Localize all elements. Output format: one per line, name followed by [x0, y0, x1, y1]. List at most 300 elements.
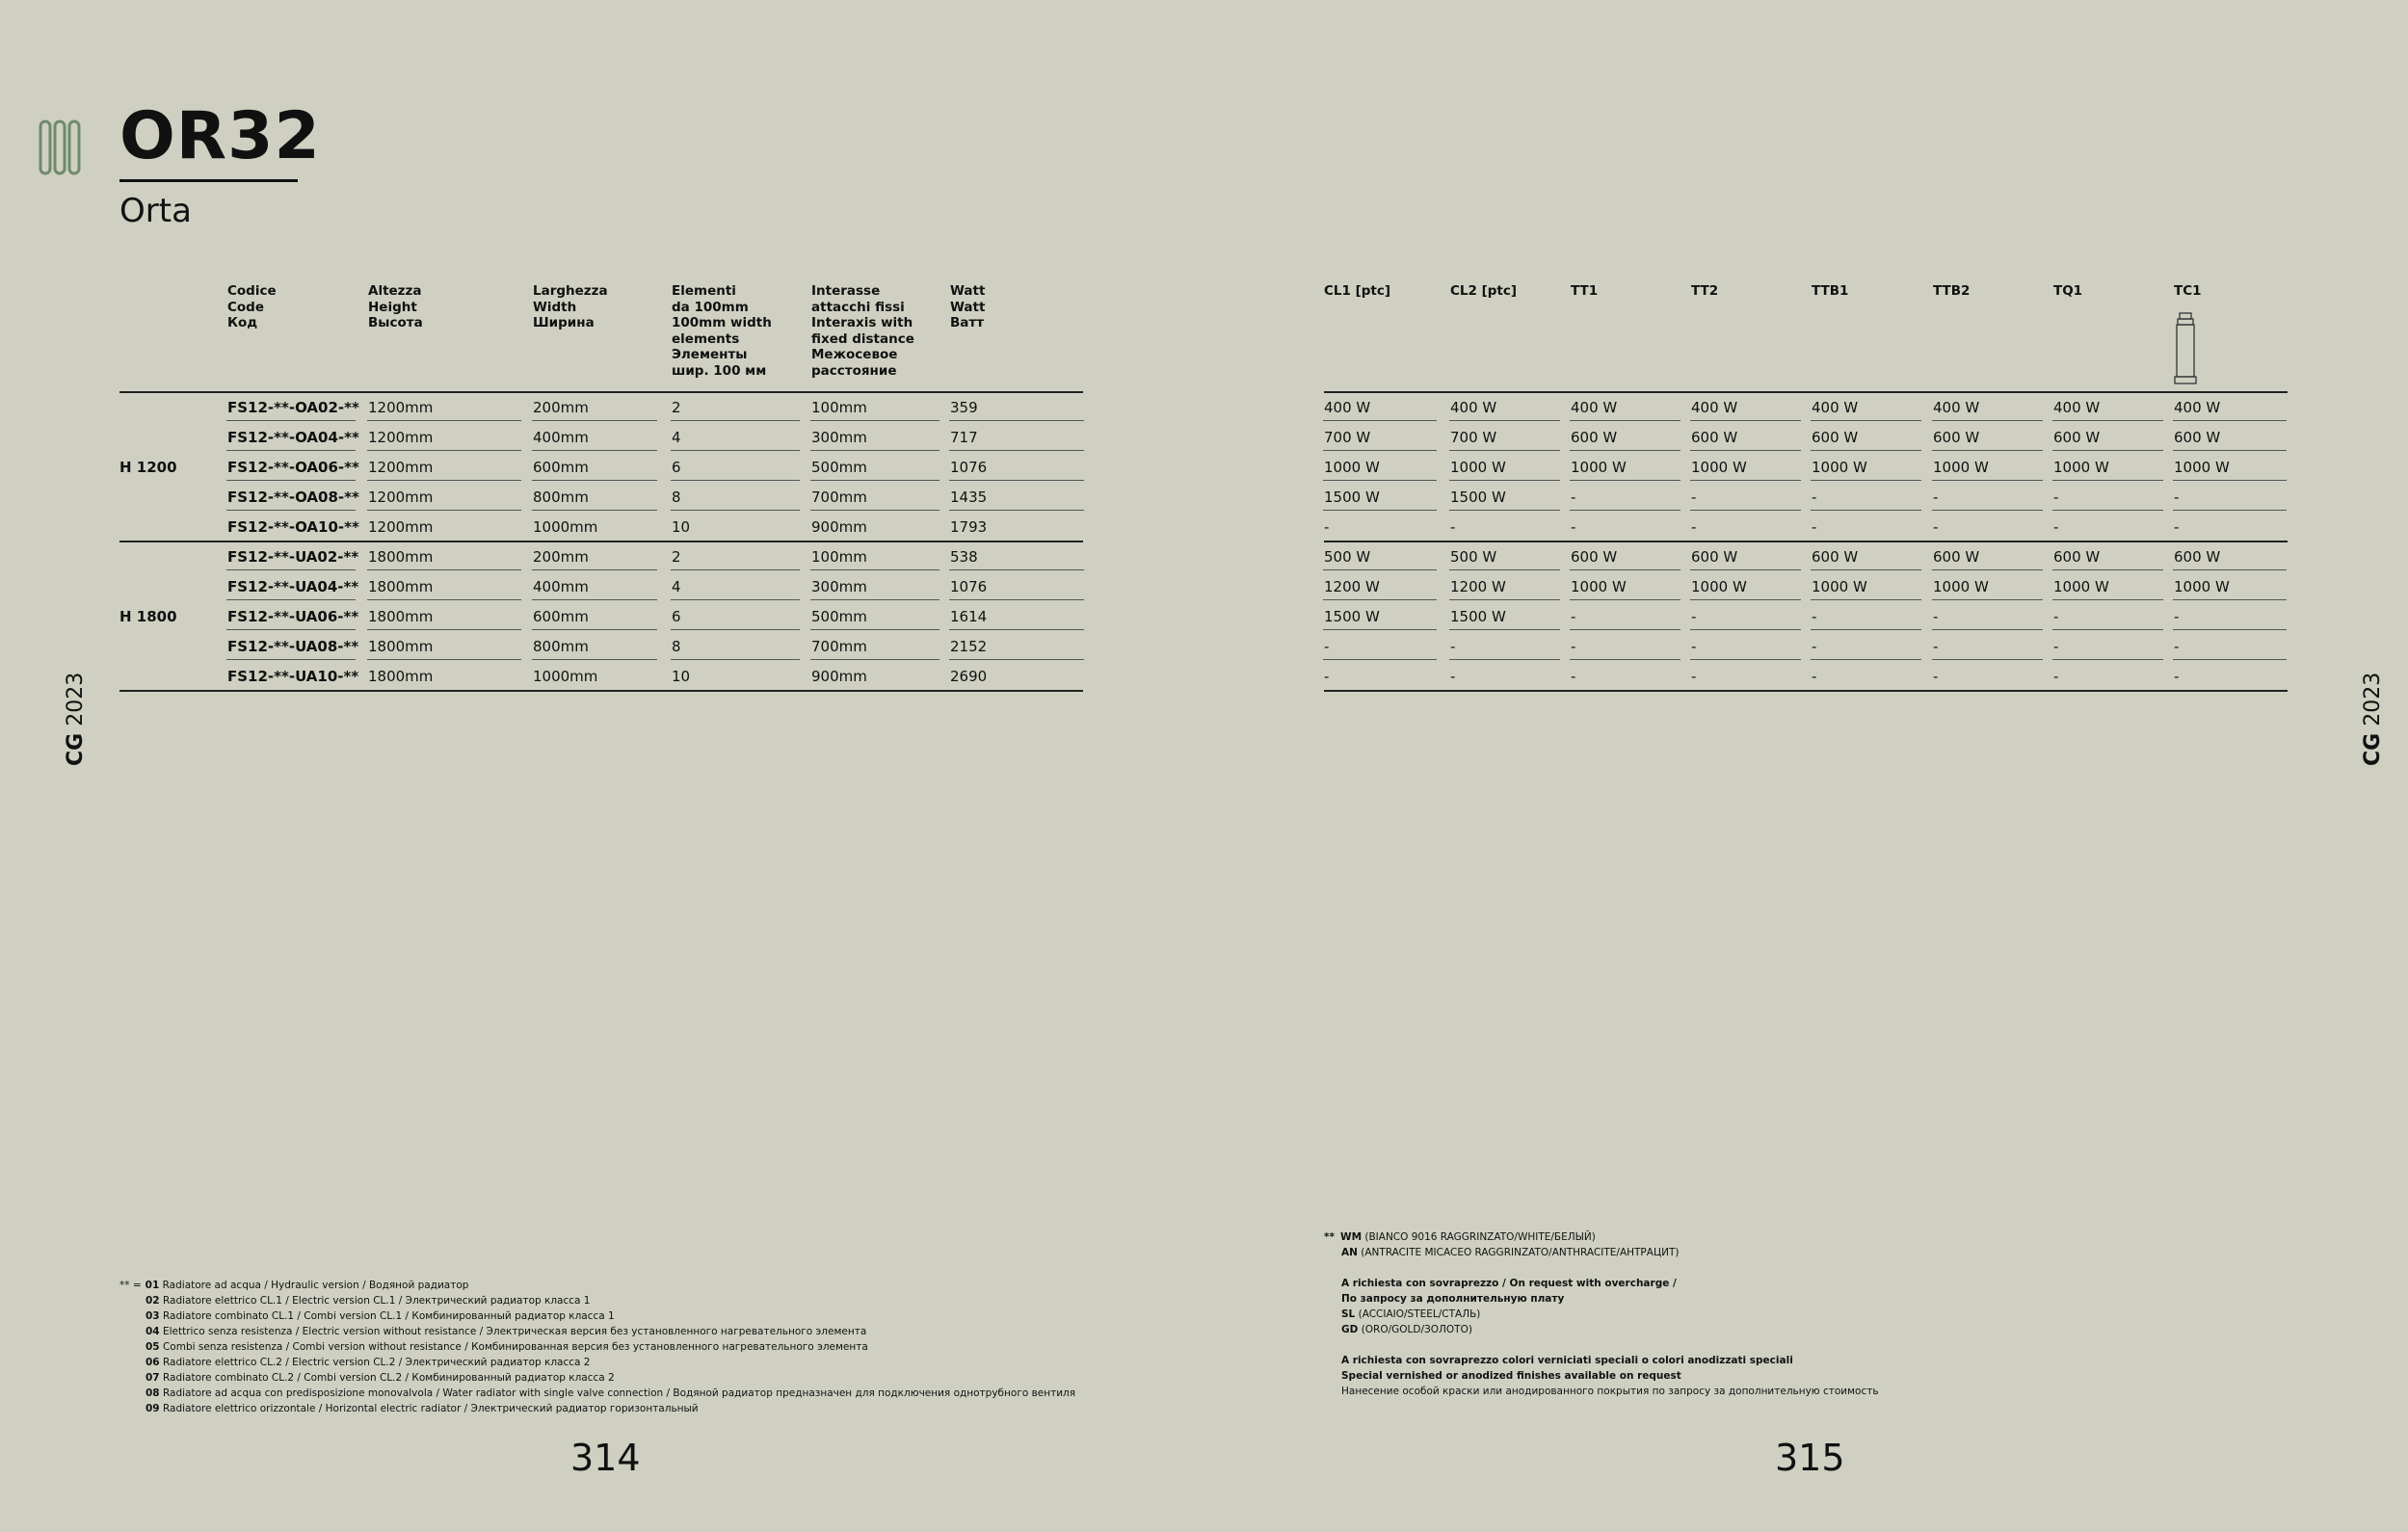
cell-underline: [367, 659, 521, 660]
side-brand: CG: [64, 732, 88, 766]
cell-underline: [810, 510, 939, 511]
cell-underline: [367, 480, 521, 481]
cell-underline: [2052, 629, 2163, 630]
table-cell: -: [1571, 608, 1576, 625]
cell-underline: [2173, 599, 2287, 600]
footnote-line: [1324, 1353, 1879, 1368]
cell-underline: [2173, 629, 2287, 630]
cell-underline: [2173, 510, 2287, 511]
footnote-line: [1324, 1322, 1879, 1337]
footnote-code: GD: [1341, 1324, 1359, 1335]
table-cell: 800mm: [533, 489, 589, 506]
table-cell: 100mm: [811, 548, 867, 566]
table-cell: -: [1571, 668, 1576, 685]
footnote-text: (ORO/GOLD/ЗОЛОТО): [1361, 1324, 1472, 1335]
footnote-line: [119, 1386, 1075, 1401]
cell-underline: [1932, 569, 2043, 570]
table-cell: 1000 W: [1450, 459, 1506, 476]
table-cell: -: [1691, 489, 1697, 506]
table-cell: 600 W: [2053, 429, 2101, 446]
cell-underline: [2173, 569, 2287, 570]
cell-underline: [1570, 420, 1680, 421]
footnote-request: A richiesta con sovraprezzo colori verniciati speciali o colori anodizzati speciali: [1341, 1355, 1793, 1366]
cell-underline: [367, 599, 521, 600]
cell-underline: [367, 420, 521, 421]
table-rule: [1324, 391, 2288, 393]
table-cell: -: [2053, 608, 2059, 625]
table-cell: -: [1933, 668, 1939, 685]
cell-underline: [532, 599, 657, 600]
footnote-text: (ANTRACITE MICACEO RAGGRINZATO/ANTHRACITE/АНТРАЦИТ): [1361, 1247, 1680, 1258]
table-cell: -: [1812, 489, 1817, 506]
cell-underline: [1932, 629, 2043, 630]
table-cell: -: [1450, 638, 1456, 655]
table-cell: 400mm: [533, 429, 589, 446]
cell-underline: [226, 420, 356, 421]
cell-underline: [226, 480, 356, 481]
cell-underline: [2052, 569, 2163, 570]
cell-underline: [1323, 420, 1437, 421]
footnote-code: AN: [1341, 1247, 1358, 1258]
footnote-code: 07: [146, 1372, 160, 1384]
cell-underline: [532, 420, 657, 421]
table-cell: 600mm: [533, 608, 589, 625]
cell-underline: [671, 450, 800, 451]
table-cell: -: [1691, 638, 1697, 655]
cell-underline: [367, 510, 521, 511]
table-rule: [119, 690, 1083, 692]
cell-underline: [1323, 569, 1437, 570]
cell-underline: [1690, 480, 1801, 481]
cell-underline: [367, 450, 521, 451]
table-cell: 400 W: [2174, 399, 2221, 416]
cell-underline: [1323, 450, 1437, 451]
cell-underline: [1932, 420, 2043, 421]
footnote-code: 03: [146, 1310, 160, 1322]
table-cell: 400mm: [533, 578, 589, 595]
footnote-text: Radiatore ad acqua con predisposizione monovalvola / Water radiator with single valve connection / Водяной радиатор предназначен для подключения однотрубного вентиля: [162, 1387, 1076, 1399]
cell-underline: [810, 450, 939, 451]
footnote-line: [119, 1324, 1075, 1339]
page-number-right: 315: [1775, 1437, 1845, 1479]
cell-underline: [1570, 569, 1680, 570]
table-cell: FS12-**-UA04-**: [227, 578, 359, 595]
table-cell: 800mm: [533, 638, 589, 655]
cell-underline: [1570, 629, 1680, 630]
footnote-line: [119, 1278, 1075, 1293]
side-year: 2023: [2361, 672, 2385, 726]
footnote-code: 02: [146, 1295, 160, 1307]
cell-underline: [1449, 599, 1560, 600]
table-cell: -: [2053, 638, 2059, 655]
footnote-line: [119, 1339, 1075, 1355]
cell-underline: [1811, 510, 1921, 511]
thermostat-tube-icon: [2174, 312, 2197, 385]
cell-underline: [226, 450, 356, 451]
cell-underline: [671, 569, 800, 570]
radiator-tubes-icon: [39, 119, 81, 175]
cell-underline: [1811, 659, 1921, 660]
cell-underline: [1690, 569, 1801, 570]
table-cell: 900mm: [811, 668, 867, 685]
table-cell: 6: [672, 459, 681, 476]
table-cell: -: [2174, 489, 2180, 506]
table-cell: 600 W: [1571, 548, 1618, 566]
column-header: Interasse attacchi fissi Interaxis with fixed distance Межосевое расстояние: [811, 283, 914, 379]
cell-underline: [532, 569, 657, 570]
table-cell: 600 W: [2174, 429, 2221, 446]
table-cell: 400 W: [1933, 399, 1980, 416]
table-cell: -: [2174, 668, 2180, 685]
footnote-prefix: **: [1324, 1231, 1335, 1243]
table-cell: 1800mm: [368, 548, 434, 566]
cell-underline: [1690, 510, 1801, 511]
footnote-request: Нанесение особой краски или анодированного покрытия по запросу за дополнительную стоимость: [1341, 1386, 1879, 1397]
cell-underline: [1690, 629, 1801, 630]
table-cell: 1500 W: [1324, 608, 1380, 625]
table-cell: 600 W: [1571, 429, 1618, 446]
cell-underline: [1323, 659, 1437, 660]
table-cell: -: [1324, 638, 1330, 655]
footnote-text: Radiatore elettrico CL.1 / Electric version CL.1 / Электрический радиатор класса 1: [162, 1295, 591, 1307]
table-cell: 1200mm: [368, 399, 434, 416]
table-cell: -: [1812, 608, 1817, 625]
table-cell: 1200mm: [368, 489, 434, 506]
table-cell: 1000 W: [1324, 459, 1380, 476]
table-cell: 600 W: [1812, 429, 1859, 446]
table-cell: 1800mm: [368, 578, 434, 595]
table-cell: -: [2174, 518, 2180, 536]
table-cell: 600 W: [1691, 429, 1738, 446]
table-cell: 1000 W: [2053, 578, 2109, 595]
table-cell: 200mm: [533, 399, 589, 416]
cell-underline: [1570, 480, 1680, 481]
table-cell: 2: [672, 548, 681, 566]
footnote-code: 01: [145, 1280, 160, 1291]
cell-underline: [671, 420, 800, 421]
table-cell: 1000mm: [533, 668, 598, 685]
footnote-finishes: [1324, 1229, 1879, 1399]
cell-underline: [671, 599, 800, 600]
table-cell: 1000 W: [1933, 459, 1989, 476]
side-label-right: [2361, 673, 2385, 766]
cell-underline: [2173, 659, 2287, 660]
table-cell: 1200mm: [368, 459, 434, 476]
table-rule: [1324, 690, 2288, 692]
table-cell: 400 W: [1812, 399, 1859, 416]
column-header: TQ1: [2053, 283, 2083, 299]
cell-underline: [1570, 510, 1680, 511]
footnote-text: (BIANCO 9016 RAGGRINZATO/WHITE/БЕЛЫЙ): [1364, 1231, 1596, 1243]
table-cell: 1200mm: [368, 518, 434, 536]
table-cell: 10: [672, 518, 691, 536]
footnote-code: WM: [1339, 1231, 1363, 1243]
cell-underline: [949, 450, 1084, 451]
table-cell: 400 W: [2053, 399, 2101, 416]
table-cell: 1500 W: [1450, 608, 1506, 625]
footnote-prefix: ** =: [119, 1280, 142, 1291]
group-label: H 1800: [119, 608, 177, 625]
table-cell: -: [1691, 668, 1697, 685]
table-cell: -: [1933, 489, 1939, 506]
table-cell: 1800mm: [368, 608, 434, 625]
table-cell: -: [1812, 638, 1817, 655]
table-cell: -: [1812, 668, 1817, 685]
table-cell: 600 W: [1691, 548, 1738, 566]
table-cell: -: [1571, 518, 1576, 536]
footnote-line: [119, 1370, 1075, 1386]
table-cell: 600 W: [2174, 548, 2221, 566]
cell-underline: [1449, 629, 1560, 630]
cell-underline: [949, 629, 1084, 630]
table-cell: -: [1691, 608, 1697, 625]
table-cell: 4: [672, 429, 681, 446]
footnote-line: [1324, 1307, 1879, 1322]
cell-underline: [1449, 569, 1560, 570]
table-cell: 10: [672, 668, 691, 685]
cell-underline: [532, 659, 657, 660]
table-cell: FS12-**-OA08-**: [227, 489, 359, 506]
footnote-line: [1324, 1291, 1879, 1307]
cell-underline: [1690, 420, 1801, 421]
column-header: Larghezza Width Ширина: [533, 283, 608, 330]
page-number-left: 314: [570, 1437, 641, 1479]
table-cell: 1076: [950, 578, 988, 595]
table-cell: -: [1691, 518, 1697, 536]
table-cell: -: [1324, 668, 1330, 685]
cell-underline: [1811, 569, 1921, 570]
footnote-line: [1324, 1384, 1879, 1399]
cell-underline: [1811, 599, 1921, 600]
cell-underline: [671, 629, 800, 630]
footnote-spacer: [1324, 1337, 1879, 1353]
table-cell: -: [1450, 518, 1456, 536]
column-header: TTB1: [1812, 283, 1849, 299]
table-cell: 400 W: [1450, 399, 1497, 416]
table-cell: 1000 W: [1571, 578, 1627, 595]
table-cell: FS12-**-UA10-**: [227, 668, 359, 685]
table-cell: 600 W: [1933, 548, 1980, 566]
column-header: Watt Watt Ватт: [950, 283, 986, 330]
table-cell: -: [1933, 518, 1939, 536]
cell-underline: [532, 450, 657, 451]
table-cell: FS12-**-OA06-**: [227, 459, 359, 476]
table-cell: 1000 W: [1812, 459, 1867, 476]
table-cell: 400 W: [1571, 399, 1618, 416]
cell-underline: [2052, 420, 2163, 421]
footnote-text: (ACCIAIO/STEEL/СТАЛЬ): [1358, 1308, 1481, 1320]
footnote-line: [119, 1401, 1075, 1416]
table-cell: -: [1812, 518, 1817, 536]
table-cell: 100mm: [811, 399, 867, 416]
footnote-code: 08: [146, 1387, 160, 1399]
product-subtitle: Orta: [119, 192, 192, 230]
cell-underline: [367, 629, 521, 630]
cell-underline: [2052, 510, 2163, 511]
footnote-line: [1324, 1368, 1879, 1384]
cell-underline: [949, 659, 1084, 660]
footnote-text: Combi senza resistenza / Combi version without resistance / Комбинированная версия без установленного нагревательного элемента: [162, 1341, 868, 1353]
cell-underline: [1811, 480, 1921, 481]
table-cell: 400 W: [1691, 399, 1738, 416]
footnote-request: По запросу за дополнительную плату: [1341, 1293, 1565, 1305]
table-cell: 2690: [950, 668, 988, 685]
table-cell: FS12-**-OA02-**: [227, 399, 359, 416]
table-cell: 600 W: [2053, 548, 2101, 566]
table-cell: FS12-**-UA08-**: [227, 638, 359, 655]
table-cell: 2152: [950, 638, 988, 655]
table-cell: 300mm: [811, 429, 867, 446]
column-header: TC1: [2174, 283, 2202, 299]
cell-underline: [2052, 480, 2163, 481]
footnote-code: SL: [1341, 1308, 1356, 1320]
side-label-left: [64, 673, 88, 766]
table-cell: 900mm: [811, 518, 867, 536]
cell-underline: [1690, 659, 1801, 660]
cell-underline: [1449, 420, 1560, 421]
column-header: Altezza Height Высота: [368, 283, 423, 330]
cell-underline: [671, 659, 800, 660]
table-cell: 1500 W: [1450, 489, 1506, 506]
footnote-code: 09: [146, 1403, 160, 1414]
table-cell: 1076: [950, 459, 988, 476]
cell-underline: [949, 510, 1084, 511]
table-cell: 500 W: [1324, 548, 1371, 566]
table-cell: 1200 W: [1450, 578, 1506, 595]
cell-underline: [671, 510, 800, 511]
footnote-text: Radiatore elettrico orizzontale / Horizontal electric radiator / Электрический радиатор горизонтальный: [162, 1403, 699, 1414]
cell-underline: [2052, 450, 2163, 451]
cell-underline: [949, 480, 1084, 481]
footnote-request: A richiesta con sovraprezzo / On request with overcharge /: [1341, 1278, 1677, 1289]
footnote-line: [119, 1293, 1075, 1308]
table-cell: 1000 W: [1691, 459, 1747, 476]
table-cell: 500mm: [811, 608, 867, 625]
cell-underline: [226, 510, 356, 511]
cell-underline: [1323, 480, 1437, 481]
cell-underline: [1570, 450, 1680, 451]
table-rule: [119, 391, 1083, 393]
table-cell: 300mm: [811, 578, 867, 595]
table-cell: 1500 W: [1324, 489, 1380, 506]
cell-underline: [949, 599, 1084, 600]
column-header: TT2: [1691, 283, 1719, 299]
footnote-code: 04: [146, 1326, 160, 1337]
cell-underline: [1932, 480, 2043, 481]
table-cell: -: [2174, 608, 2180, 625]
group-label: H 1200: [119, 459, 177, 476]
cell-underline: [810, 599, 939, 600]
cell-underline: [1570, 659, 1680, 660]
table-cell: 6: [672, 608, 681, 625]
cell-underline: [1932, 450, 2043, 451]
table-cell: -: [1933, 608, 1939, 625]
table-cell: 1000 W: [2053, 459, 2109, 476]
table-cell: 1000 W: [1691, 578, 1747, 595]
table-cell: -: [2174, 638, 2180, 655]
column-header: CL1 [ptc]: [1324, 283, 1391, 299]
cell-underline: [532, 629, 657, 630]
table-cell: 700mm: [811, 489, 867, 506]
table-cell: 1200mm: [368, 429, 434, 446]
footnote-text: Radiatore combinato CL.2 / Combi version CL.2 / Комбинированный радиатор класса 2: [162, 1372, 615, 1384]
table-rule: [1324, 541, 2288, 542]
footnote-line: [119, 1308, 1075, 1324]
table-cell: -: [1450, 668, 1456, 685]
footnote-code: 05: [146, 1341, 160, 1353]
cell-underline: [226, 629, 356, 630]
footnote-text: Radiatore ad acqua / Hydraulic version / Водяной радиатор: [162, 1280, 469, 1291]
table-cell: 500mm: [811, 459, 867, 476]
cell-underline: [810, 629, 939, 630]
side-year: 2023: [64, 672, 88, 726]
cell-underline: [1690, 599, 1801, 600]
table-cell: 8: [672, 638, 681, 655]
table-cell: 1000mm: [533, 518, 598, 536]
table-cell: 600 W: [1812, 548, 1859, 566]
footnote-text: Radiatore elettrico CL.2 / Electric version CL.2 / Электрический радиатор класса 2: [162, 1357, 591, 1368]
footnote-line: [1324, 1229, 1879, 1245]
cell-underline: [1932, 510, 2043, 511]
table-cell: 400 W: [1324, 399, 1371, 416]
cell-underline: [226, 659, 356, 660]
cell-underline: [949, 420, 1084, 421]
cell-underline: [949, 569, 1084, 570]
table-cell: 1800mm: [368, 668, 434, 685]
title-underline: [119, 179, 298, 182]
table-cell: 1000 W: [1812, 578, 1867, 595]
table-cell: 1435: [950, 489, 988, 506]
footnote-text: Elettrico senza resistenza / Electric version without resistance / Электрическая версия без установленного нагревательного элемента: [162, 1326, 867, 1337]
product-title: OR32: [119, 98, 321, 174]
table-cell: FS12-**-UA02-**: [227, 548, 359, 566]
table-cell: 2: [672, 399, 681, 416]
cell-underline: [671, 480, 800, 481]
footnote-request: Special vernished or anodized finishes available on request: [1341, 1370, 1681, 1382]
table-cell: 1000 W: [2174, 578, 2230, 595]
table-cell: -: [2053, 518, 2059, 536]
table-cell: 1000 W: [1571, 459, 1627, 476]
cell-underline: [1449, 450, 1560, 451]
table-cell: 1793: [950, 518, 988, 536]
table-cell: 1800mm: [368, 638, 434, 655]
table-cell: -: [1571, 489, 1576, 506]
cell-underline: [2052, 599, 2163, 600]
cell-underline: [1811, 420, 1921, 421]
cell-underline: [532, 480, 657, 481]
column-header: CL2 [ptc]: [1450, 283, 1518, 299]
cell-underline: [810, 659, 939, 660]
cell-underline: [1323, 599, 1437, 600]
column-header: Elementi da 100mm 100mm width elements Элементы шир. 100 мм: [672, 283, 772, 379]
table-cell: -: [1324, 518, 1330, 536]
cell-underline: [367, 569, 521, 570]
table-cell: 538: [950, 548, 978, 566]
table-cell: 200mm: [533, 548, 589, 566]
table-cell: 359: [950, 399, 978, 416]
footnote-text: Radiatore combinato CL.1 / Combi version CL.1 / Комбинированный радиатор класса 1: [162, 1310, 615, 1322]
cell-underline: [1449, 659, 1560, 660]
cell-underline: [2173, 480, 2287, 481]
footnote-line: [119, 1355, 1075, 1370]
table-cell: FS12-**-OA04-**: [227, 429, 359, 446]
table-cell: 1000 W: [1933, 578, 1989, 595]
footnote-spacer: [1324, 1260, 1879, 1276]
footnote-code: 06: [146, 1357, 160, 1368]
table-cell: 500 W: [1450, 548, 1497, 566]
table-rule: [119, 541, 1083, 542]
footnote-line: [1324, 1276, 1879, 1291]
